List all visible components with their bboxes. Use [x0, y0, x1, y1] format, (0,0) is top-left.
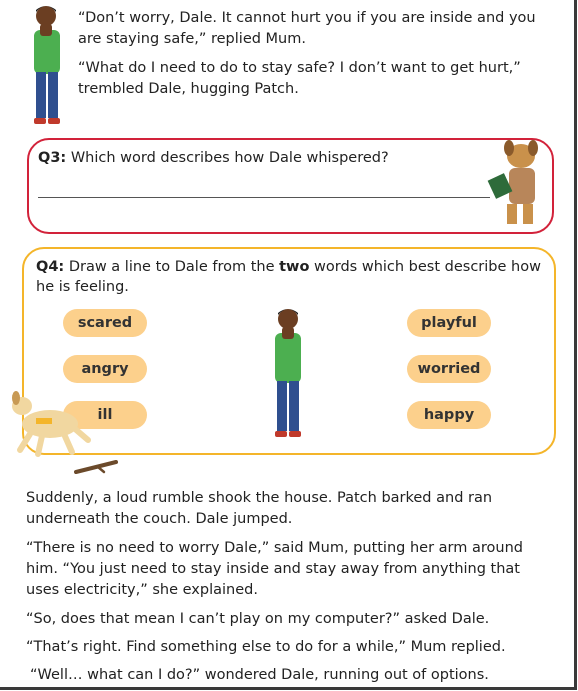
story-paragraph: “What do I need to do to stay safe? I don’t want to get hurt,” trembled Dale, hugging Patch. — [78, 60, 521, 97]
word-option-right[interactable]: worried — [407, 355, 491, 383]
dog-reading-book-illustration — [487, 136, 557, 231]
dog-running-illustration — [6, 384, 96, 464]
story-paragraph: “There is no need to worry Dale,” said Mum, putting her arm around him. “You just need to stay inside and stay away from anything that uses electricity,” she explained. — [26, 540, 523, 598]
answer-line[interactable] — [38, 197, 490, 198]
word-option-left[interactable]: angry — [63, 355, 147, 383]
question-number: Q4: — [36, 259, 65, 275]
story-paragraph: “Don’t worry, Dale. It cannot hurt you if you are inside and you are staying safe,” replied Mum. — [78, 10, 536, 47]
story-paragraph: “Well… what can I do?” wondered Dale, running out of options. — [30, 667, 489, 683]
story-paragraph: “That’s right. Find something else to do for a while,” Mum replied. — [26, 639, 506, 655]
story-paragraph: Suddenly, a loud rumble shook the house. Patch barked and ran underneath the couch. Dale jumped. — [26, 490, 493, 527]
question-3-text — [38, 148, 478, 168]
question-prompt: Which word describes how Dale whispered? — [70, 150, 389, 166]
word-option-right[interactable]: playful — [407, 309, 491, 337]
word-option-left[interactable]: ill — [63, 401, 147, 429]
word-option-right[interactable]: happy — [407, 401, 491, 429]
story-paragraph: “So, does that mean I can’t play on my computer?” asked Dale. — [26, 611, 490, 627]
question-number: Q3: — [38, 150, 67, 166]
word-option-left[interactable]: scared — [63, 309, 147, 337]
question-4-text — [36, 257, 546, 297]
stick-illustration — [74, 458, 120, 476]
question-prompt-start: Draw a line to Dale from the — [68, 259, 275, 275]
boy-worried-illustration-center — [266, 305, 310, 441]
question-emphasis: two — [279, 259, 310, 275]
question-prompt-end: words which best describe how he is feeling. — [36, 259, 541, 295]
boy-worried-illustration-top — [26, 2, 74, 132]
